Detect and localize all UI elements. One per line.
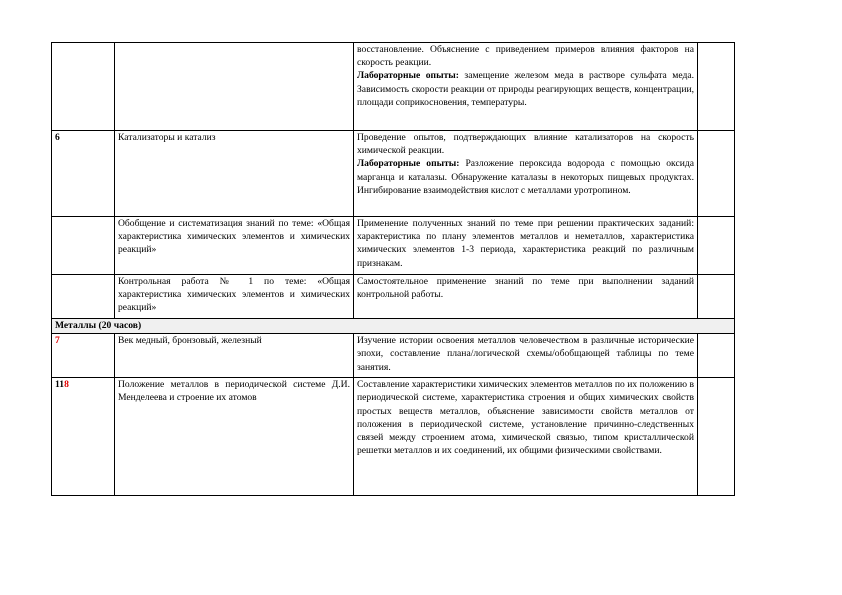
lesson-number-cell: 6 (52, 131, 115, 217)
lesson-topic-cell: Век медный, бронзовый, железный (115, 334, 354, 378)
lesson-topic-cell: Катализаторы и катализ (115, 131, 354, 217)
notes-cell (698, 378, 735, 496)
lab-experiments-text: замещение железом меда в растворе сульфата меда. Зависимость скорости реакции от природы реагирующих веществ, концентрации, площади соприкосновения, температуры. (357, 70, 694, 108)
activity-description-cell: Изучение истории освоения металлов человечеством в различные исторические эпохи, составление плана/логической схемы/обобщающей таблицы по теме занятия. (354, 334, 698, 378)
activity-description-cell (354, 43, 698, 131)
table-row (52, 378, 735, 496)
lab-experiments-paragraph (357, 69, 694, 109)
activity-description-cell: Составление характеристики химических элементов металлов по их положению в периодической системе, характеристика строения и общих химических свойств простых веществ металлов, объяснение зависимости свойств металлов от положения в периодической системе, установление причинно-следственных связей между строением атома, химической связью, типом кристаллической решетки металлов и их соединений, их общими физическими свойствами. (354, 378, 698, 496)
lesson-number-cell (52, 378, 115, 496)
notes-cell (698, 334, 735, 378)
notes-cell (698, 131, 735, 217)
table-row (52, 43, 735, 131)
lesson-number-cell (52, 217, 115, 275)
description-paragraph: восстановление. Объяснение с приведением примеров влияния факторов на скорость реакции. (357, 44, 694, 69)
lab-experiments-label: Лабораторные опыты: (357, 70, 459, 82)
activity-description-cell: Применение полученных знаний по теме при решении практических заданий: характеристика по плану элементов металлов и неметаллов, характеристика химических элементов 1-3 периода, характеристика реакций по различным признакам. (354, 217, 698, 275)
lesson-number-new: 8 (64, 379, 69, 391)
lesson-number-cell (52, 275, 115, 319)
lesson-topic-cell: Положение металлов в периодической системе Д.И. Менделеева и строение их атомов (115, 378, 354, 496)
table-row (52, 131, 735, 217)
lab-experiments-label: Лабораторные опыты: (357, 158, 460, 170)
activity-description-cell (354, 131, 698, 217)
notes-cell (698, 217, 735, 275)
notes-cell (698, 43, 735, 131)
section-heading: Металлы (20 часов) (52, 319, 735, 334)
activity-description-cell: Самостоятельное применение знаний по теме при выполнении заданий контрольной работы. (354, 275, 698, 319)
lesson-number-old: 11 (55, 379, 65, 391)
table-row (52, 334, 735, 378)
table-row (52, 217, 735, 275)
table-row (52, 275, 735, 319)
lesson-number-cell: 7 (52, 334, 115, 378)
lesson-topic-cell: Контрольная работа № 1 по теме: «Общая характеристика химических элементов и химических реакций» (115, 275, 354, 319)
lesson-plan-table (51, 42, 735, 496)
lab-experiments-paragraph (357, 157, 694, 197)
lesson-topic-cell: Обобщение и систематизация знаний по теме: «Общая характеристика химических элементов и химических реакций» (115, 217, 354, 275)
lesson-topic-cell (115, 43, 354, 131)
notes-cell (698, 275, 735, 319)
section-row (52, 319, 735, 334)
lab-experiments-text: Разложение пероксида водорода с помощью оксида марганца и каталазы. Обнаружение каталазы в некоторых пищевых продуктах. Ингибирование взаимодействия кислот с металлами уротропином. (357, 158, 694, 196)
lesson-number-cell (52, 43, 115, 131)
description-paragraph: Проведение опытов, подтверждающих влияние катализаторов на скорость химической реакции. (357, 132, 694, 157)
